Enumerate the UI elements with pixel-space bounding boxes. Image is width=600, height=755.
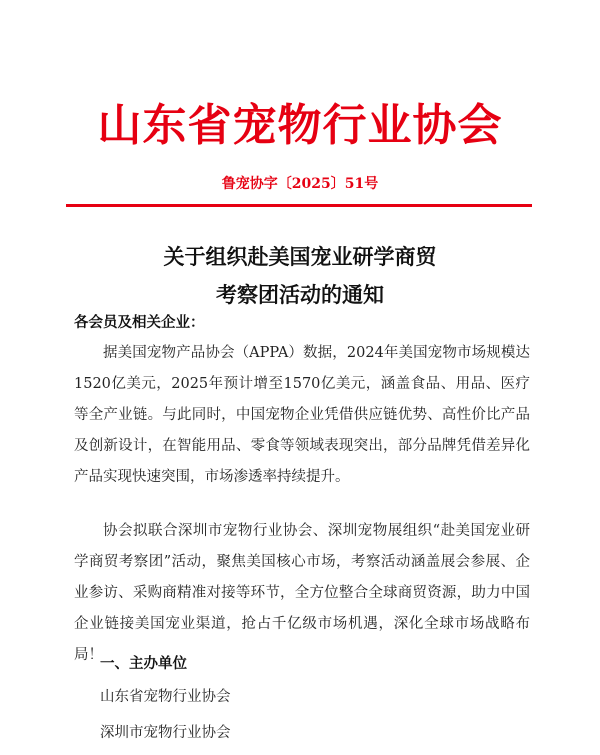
document-number: 鲁宠协字〔2025〕51号 [221, 176, 379, 192]
body-paragraph-1: 据美国宠物产品协会（APPA）数据，2024年美国宠物市场规模达1520亿美元，2025年预计增至1570亿美元，涵盖食品、用品、医疗等全产业链。与此同时，中国宠物企业凭借供应链优势、高性价比产品及创新设计，在智能用品、零食等领域表现突出，部分品牌凭借差异化产品实现快速突围，市场渗透率持续提升。 [74, 345, 530, 485]
organizer-item: 山东省宠物行业协会 [100, 689, 231, 705]
notice-title-line-1: 关于组织赴美国宠业研学商贸 [163, 244, 437, 269]
notice-title [0, 238, 600, 314]
notice-title-line-2: 考察团活动的通知 [216, 282, 384, 307]
section-heading-organizers: 一、主办单位 [100, 655, 187, 672]
salutation: 各会员及相关企业： [74, 314, 205, 331]
red-divider-line [66, 204, 532, 207]
organization-title: 山东省宠物行业协会 [97, 100, 503, 151]
body-paragraph-2: 协会拟联合深圳市宠物行业协会、深圳宠物展组织“赴美国宠业研学商贸考察团”活动，聚焦美国核心市场，考察活动涵盖展会参展、企业参访、采购商精准对接等环节，全方位整合全球商贸资源，助力中国企业链接美国宠业渠道，抢占千亿级市场机遇，深化全球市场战略布局！ [74, 523, 530, 663]
organizer-item: 深圳市宠物行业协会 [100, 725, 231, 741]
